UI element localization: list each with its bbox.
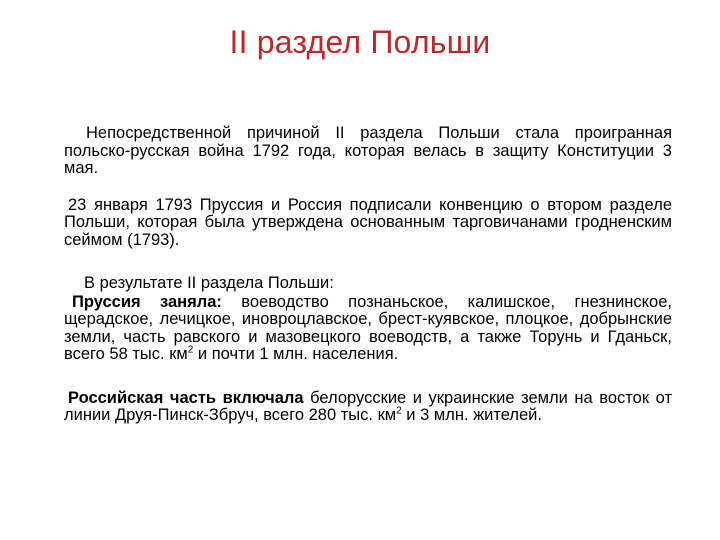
prussia-text-tail: и почти 1 млн. населения. [193,345,399,363]
russia-text-tail: и 3 млн. жителей. [401,406,542,424]
paragraph-prussia [64,294,672,364]
paragraph-result-heading: В результате II раздела Польши: [84,274,334,292]
russia-area-superscript: 2 [396,405,402,417]
slide-body [64,125,672,425]
prussia-label: Пруссия заняла: [72,292,222,311]
slide-title: II раздел Польши [229,24,491,60]
paragraph-cause: Непосредственной причиной II раздела Польши стала проигранная польско-русская война 1792 года, которая велась в защиту Конституции 3 мая. [64,124,672,177]
russia-label: Российская часть включала [68,388,304,407]
russia-text: белорусские и украинские земли на восток от линии Друя-Пинск-Збруч, всего 280 тыс. км [64,388,672,424]
prussia-area-superscript: 2 [187,344,194,356]
paragraph-russia [64,390,672,425]
paragraph-convention: 23 января 1793 Пруссия и Россия подписали конвенцию о втором разделе Польши, которая была утверждена основанным тарговичанами гродненским сеймом (1793). [64,195,672,249]
prussia-text: воеводство познаньское, калишское, гнезнинское, щерадское, лечицкое, иновроцлавское, брест-куявское, плоцкое, добрынские земли, часть равского и мазовецкого воеводств, а также Торунь и Гданьск, всего 58 тыс. км [64,292,672,363]
